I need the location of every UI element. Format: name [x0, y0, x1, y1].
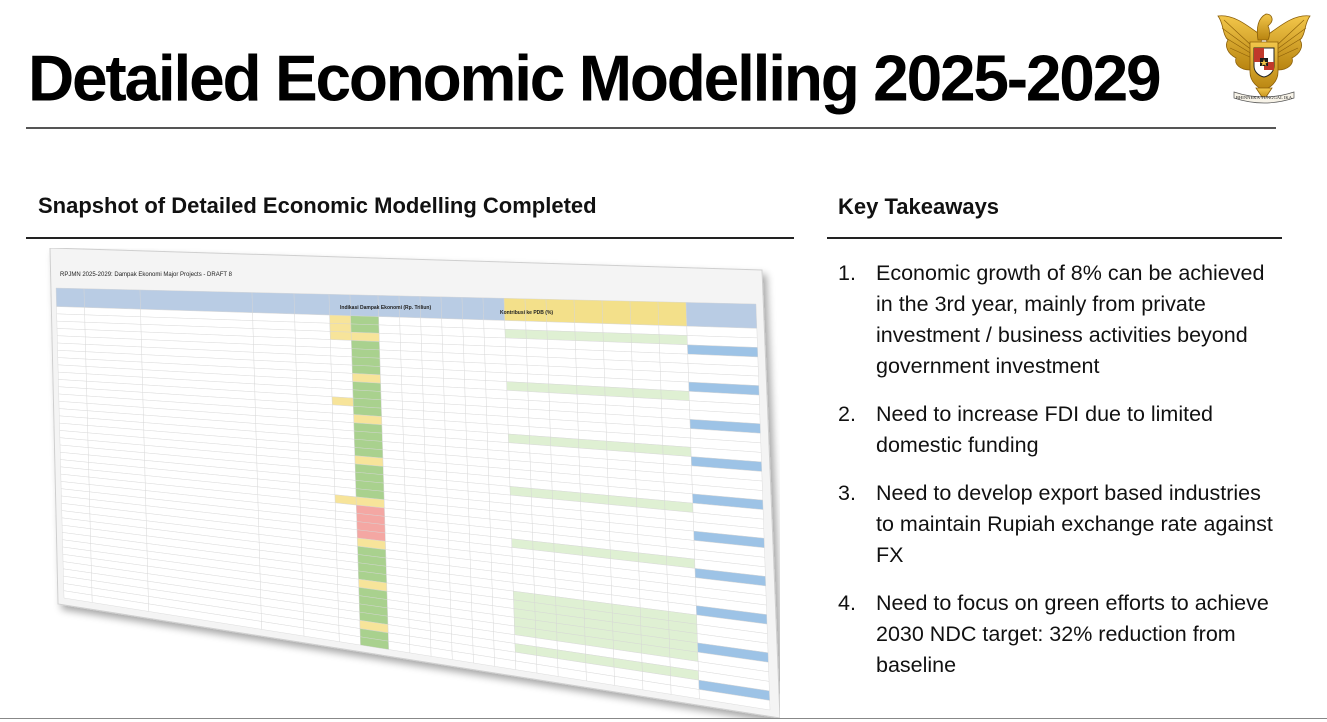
sheet-cell: [465, 405, 486, 415]
sheet-header-cell: [84, 289, 141, 310]
sheet-cell: [604, 351, 632, 361]
sheet-cell: [421, 343, 442, 352]
sheet-cell: [423, 394, 444, 404]
sheet-cell: [659, 344, 687, 354]
sheet-cell: [660, 362, 688, 373]
sheet-cell: [380, 350, 401, 359]
sheet-header-cell: [252, 292, 295, 314]
sheet-cell: [661, 381, 689, 392]
sheet-cell: [352, 357, 380, 367]
sheet-cell: [633, 388, 661, 399]
sheet-cell: [422, 360, 443, 370]
sheet-cell: [463, 319, 484, 328]
sheet-cell: [576, 350, 604, 360]
sheet-header-cell: [140, 290, 253, 313]
sheet-cell: [526, 321, 547, 331]
sheet-cell: [575, 332, 603, 342]
sheet-cell: [332, 389, 353, 398]
sheet-cell: [527, 365, 548, 375]
sheet-header-cell: [630, 301, 659, 325]
sheet-cell: [659, 325, 687, 335]
sheet-cell: [505, 338, 526, 348]
sheet-cell: [632, 352, 660, 362]
sheet-cell: [661, 390, 689, 401]
sheet-cell: [422, 369, 443, 379]
takeaway-number: 1.: [838, 261, 856, 285]
sheet-cell: [332, 380, 353, 389]
sheet-cell: [528, 400, 549, 410]
sheet-cell: [466, 414, 487, 424]
takeaway-item: [838, 258, 1278, 382]
sheet-cell: [547, 340, 575, 350]
sheet-cell: [547, 322, 575, 332]
sheet-cell: [463, 345, 484, 355]
sheet-cell: [508, 417, 529, 427]
sheet-cell: [604, 360, 632, 370]
sheet-cell: [548, 375, 576, 385]
takeaway-text: Economic growth of 8% can be achieved in the 3rd year, mainly from private investment / business activities beyond government investment: [876, 261, 1265, 378]
sheet-cell: [351, 324, 379, 333]
emblem-motto: BHINNEKA TUNGGAL IKA: [1235, 95, 1293, 100]
sheet-cell: [352, 349, 380, 359]
sheet-cell: [379, 325, 400, 334]
sheet-cell: [57, 314, 85, 322]
sheet-cell: [465, 397, 486, 407]
sheet-cell: [423, 386, 444, 396]
sheet-cell: [444, 395, 465, 405]
sheet-cell: [57, 328, 85, 337]
sheet-header-cell: [602, 300, 631, 324]
sheet-cell: [507, 390, 528, 400]
snapshot-heading: Snapshot of Detailed Economic Modelling Completed: [38, 193, 597, 218]
sheet-cell: [485, 355, 506, 365]
sheet-cell: [529, 418, 550, 428]
sheet-header-cell: [441, 297, 463, 319]
sheet-cell: [443, 353, 464, 363]
sheet-header-cell: [574, 300, 603, 324]
sheet-cell: [400, 342, 421, 351]
sheet-cell: [330, 340, 351, 349]
sheet-cell: [505, 329, 526, 339]
sheet-cell: [464, 371, 485, 381]
sheet-cell: [603, 342, 631, 352]
sheet-cell: [442, 344, 463, 353]
sheet-cell: [486, 381, 507, 391]
slide-title: Detailed Economic Modelling 2025-2029: [28, 41, 1160, 115]
sheet-cell: [660, 371, 688, 382]
sheet-cell: [295, 322, 330, 331]
sheet-cell: [402, 410, 423, 420]
sheet-cell: [331, 372, 352, 381]
sheet-cell: [445, 412, 466, 422]
sheet-cell: [507, 382, 528, 392]
sheet-cell: [577, 376, 605, 386]
sheet-cell: [401, 376, 422, 386]
takeaway-text: Need to focus on green efforts to achieve 2030 NDC target: 32% reduction from baseline: [876, 591, 1269, 677]
sheet-cell: [485, 372, 506, 382]
sheet-cell: [332, 397, 353, 407]
sheet-cell: [548, 348, 576, 358]
sheet-cell: [506, 364, 527, 374]
sheet-cell: [527, 356, 548, 366]
sheet-cell: [331, 348, 352, 357]
sheet-cell: [549, 384, 577, 394]
sheet-title: RPJMN 2025-2029: Dampak Ekonomi Major Projects - DRAFT 8: [60, 272, 232, 278]
sheet-cell: [575, 323, 603, 333]
sheet-cell: [295, 330, 330, 339]
sheet-cell: [402, 401, 423, 411]
spreadsheet-snapshot-image: [40, 248, 780, 718]
sheet-cell: [295, 314, 330, 323]
sheet-cell: [402, 384, 423, 394]
sheet-cell: [330, 315, 351, 324]
sheet-cell: [505, 321, 526, 330]
sheet-cell: [379, 317, 400, 326]
sheet-cell: [330, 323, 351, 332]
sheet-cell: [465, 379, 486, 389]
sheet-cell: [506, 347, 527, 357]
title-divider: [26, 127, 1276, 129]
sheet-cell: [506, 373, 527, 383]
sheet-cell: [507, 399, 528, 409]
sheet-cell: [400, 317, 421, 326]
sheet-cell: [464, 354, 485, 364]
sheet-cell: [632, 361, 660, 371]
sheet-cell: [527, 348, 548, 358]
sheet-cell: [486, 406, 507, 416]
sheet-cell: [351, 332, 379, 341]
sheet-cell: [443, 361, 464, 371]
sheet-cell: [381, 383, 402, 393]
sheet-cell: [330, 331, 351, 340]
sheet-cell: [575, 341, 603, 351]
sheet-cell: [351, 340, 379, 349]
group-header-kontribusi: Kontribusi ke PDB (%): [500, 310, 554, 316]
group-header-indikasi: Indikasi Dampak Ekonomi (Rp. Triliun): [340, 305, 432, 311]
sheet-cell: [605, 378, 633, 389]
takeaway-text: Need to increase FDI due to limited domestic funding: [876, 402, 1213, 457]
sheet-cell: [528, 383, 549, 393]
sheet-cell: [380, 367, 401, 376]
sheet-cell: [527, 374, 548, 384]
sheet-cell: [485, 363, 506, 373]
sheet-cell: [422, 352, 443, 361]
takeaway-number: 2.: [838, 402, 856, 426]
sheet-cell: [444, 378, 465, 388]
sheet-cell: [529, 427, 550, 437]
sheet-cell: [633, 379, 661, 390]
sheet-cell: [506, 355, 527, 365]
sheet-cell: [444, 387, 465, 397]
sheet-header-cell: [658, 302, 687, 326]
sheet-cell: [526, 339, 547, 349]
sheet-cell: [507, 408, 528, 418]
sheet-cell: [632, 370, 660, 381]
sheet-cell: [400, 334, 421, 343]
sheet-cell: [631, 324, 659, 334]
sheet-cell: [400, 326, 421, 335]
key-takeaways-heading: Key Takeaways: [838, 194, 1000, 219]
sheet-cell: [442, 319, 463, 328]
sheet-header-cell: [294, 293, 330, 315]
sheet-cell: [528, 392, 549, 402]
sheet-cell: [443, 370, 464, 380]
sheet-cell: [604, 369, 632, 379]
sheet-header-cell: [56, 288, 84, 307]
sheet-cell: [442, 336, 463, 345]
sheet-cell: [603, 324, 631, 334]
sheet-cell: [331, 356, 352, 365]
key-takeaways-divider: [827, 237, 1282, 239]
sheet-cell: [529, 409, 550, 419]
snapshot-divider: [26, 237, 794, 239]
takeaway-item: [838, 588, 1278, 681]
sheet-cell: [380, 358, 401, 367]
sheet-cell: [486, 389, 507, 399]
sheet-cell: [421, 335, 442, 344]
garuda-emblem-icon: [1212, 6, 1316, 106]
sheet-cell: [577, 385, 605, 396]
takeaway-number: 3.: [838, 481, 856, 505]
sheet-cell: [659, 335, 687, 345]
sheet-cell: [424, 411, 445, 421]
sheet-cell: [442, 327, 463, 336]
takeaway-number: 4.: [838, 591, 856, 615]
sheet-cell: [526, 330, 547, 340]
sheet-cell: [421, 326, 442, 335]
sheet-cell: [576, 367, 604, 377]
sheet-cell: [56, 307, 84, 315]
takeaway-item: [838, 399, 1278, 461]
sheet-cell: [484, 329, 505, 338]
sheet-cell: [464, 362, 485, 372]
sheet-cell: [485, 346, 506, 356]
sheet-cell: [547, 331, 575, 341]
sheet-cell: [422, 377, 443, 387]
sheet-cell: [508, 425, 529, 435]
sheet-cell: [484, 337, 505, 347]
sheet-cell: [444, 404, 465, 414]
spreadsheet-grid: [56, 288, 770, 710]
sheet-cell: [576, 359, 604, 369]
sheet-cell: [421, 318, 442, 327]
sheet-cell: [660, 353, 688, 363]
takeaway-item: [838, 478, 1278, 571]
sheet-cell: [402, 393, 423, 403]
sheet-cell: [487, 415, 508, 425]
sheet-cell: [603, 333, 631, 343]
sheet-cell: [423, 402, 444, 412]
sheet-cell: [380, 375, 401, 385]
sheet-cell: [379, 342, 400, 351]
key-takeaways-list: [838, 258, 1278, 698]
sheet-cell: [57, 321, 85, 329]
sheet-cell: [401, 368, 422, 378]
sheet-cell: [465, 388, 486, 398]
takeaway-text: Need to develop export based industries to maintain Rupiah exchange rate against FX: [876, 481, 1273, 567]
sheet-cell: [401, 359, 422, 368]
sheet-cell: [381, 392, 402, 402]
sheet-cell: [351, 316, 379, 325]
sheet-header-cell: [462, 297, 484, 320]
sheet-cell: [548, 357, 576, 367]
sheet-cell: [379, 333, 400, 342]
sheet-cell: [381, 400, 402, 410]
sheet-cell: [548, 366, 576, 376]
sheet-cell: [631, 334, 659, 344]
sheet-cell: [401, 351, 422, 360]
sheet-cell: [487, 424, 508, 434]
sheet-cell: [605, 387, 633, 398]
sheet-cell: [631, 343, 659, 353]
sheet-cell: [381, 408, 402, 418]
sheet-cell: [484, 320, 505, 329]
sheet-cell: [486, 398, 507, 408]
sheet-cell: [331, 364, 352, 373]
sheet-cell: [463, 336, 484, 345]
sheet-header-cell: [686, 302, 757, 328]
sheet-cell: [463, 328, 484, 337]
bottom-divider: [0, 718, 1327, 719]
